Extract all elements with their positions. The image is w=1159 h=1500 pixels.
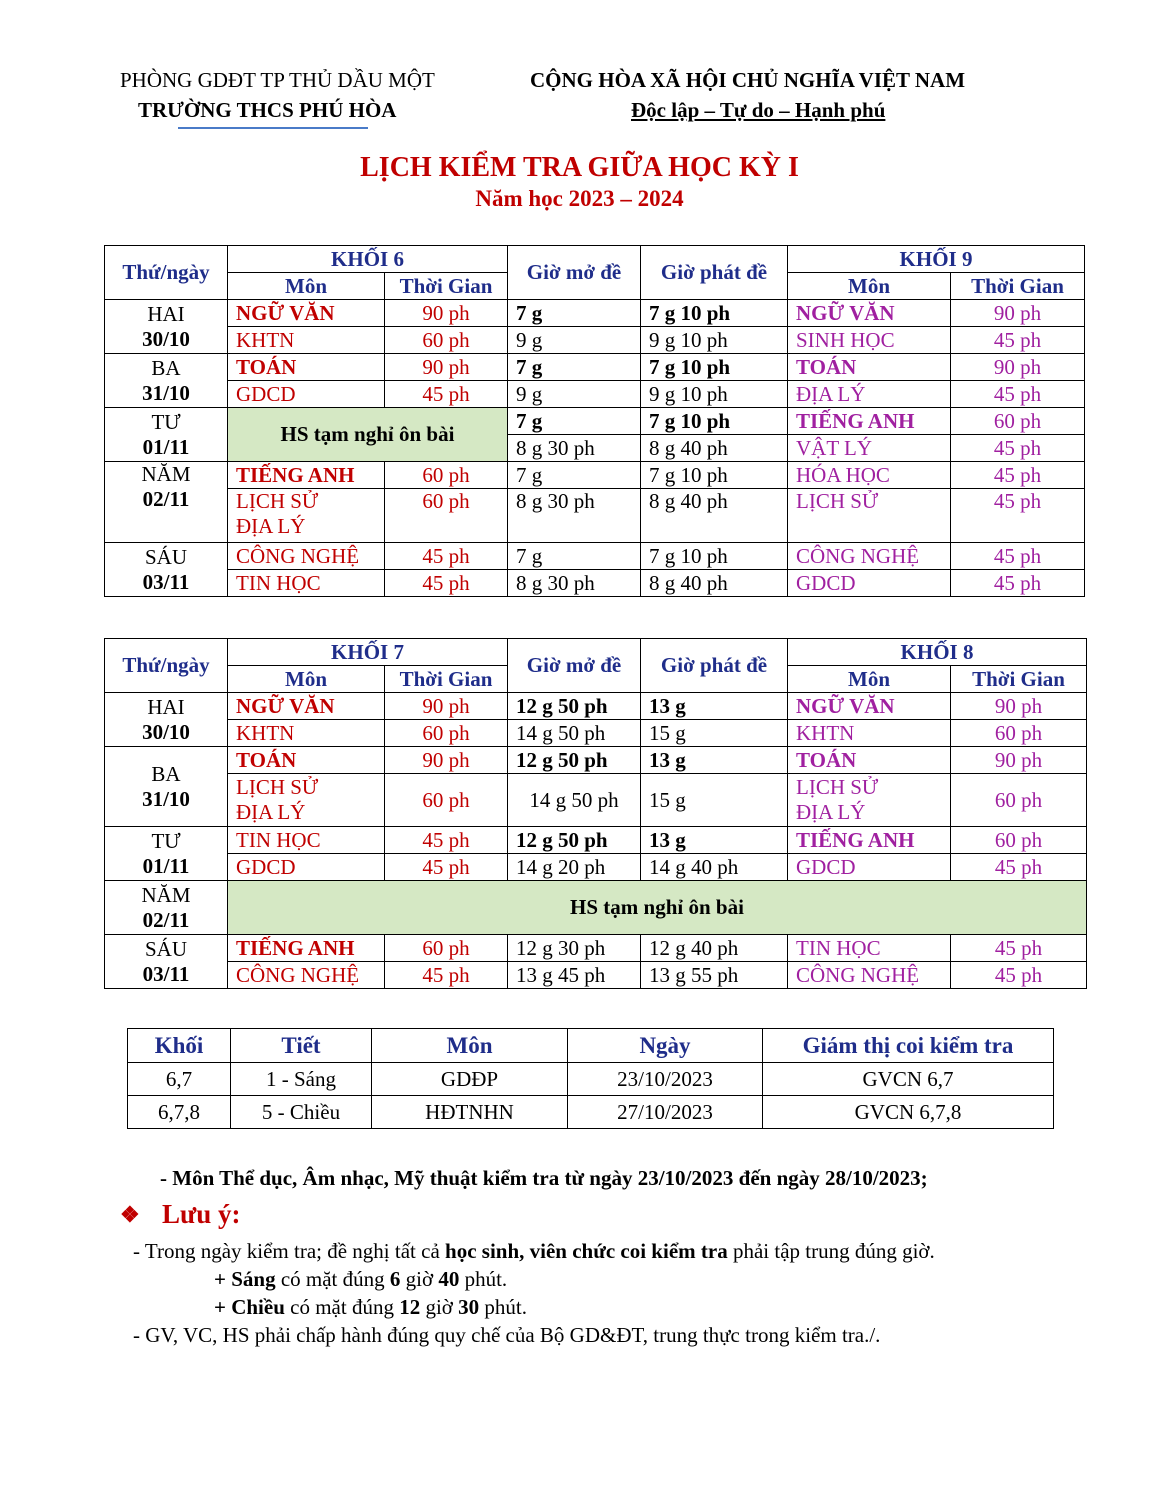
subject-cell: NGỮ VĂN bbox=[228, 693, 385, 720]
subject-cell: KHTN bbox=[788, 720, 951, 747]
open-time-cell: 7 g bbox=[508, 300, 641, 327]
duration-cell: 90 ph bbox=[385, 693, 508, 720]
duration-cell: 90 ph bbox=[385, 354, 508, 381]
subject-cell: HĐTNHN bbox=[372, 1096, 568, 1129]
day-cell: TƯ 01/11 bbox=[105, 827, 228, 881]
header-subject: Môn bbox=[788, 666, 951, 693]
subject-cell: LỊCH SỬ ĐỊA LÝ bbox=[228, 774, 385, 827]
header-grade-8: KHỐI 8 bbox=[788, 639, 1087, 666]
subject-cell: NGỮ VĂN bbox=[788, 300, 951, 327]
subject-cell: TOÁN bbox=[228, 354, 385, 381]
date-cell: 27/10/2023 bbox=[568, 1096, 763, 1129]
subject-cell: TIẾNG ANH bbox=[788, 827, 951, 854]
open-time-cell: 7 g bbox=[508, 354, 641, 381]
day-cell: SÁU 03/11 bbox=[105, 543, 228, 597]
duration-cell: 90 ph bbox=[951, 747, 1087, 774]
open-time-cell: 12 g 50 ph bbox=[508, 693, 641, 720]
grade-cell: 6,7 bbox=[128, 1063, 231, 1096]
subject-cell: LỊCH SỬ ĐỊA LÝ bbox=[228, 489, 385, 543]
issue-time-cell: 8 g 40 ph bbox=[641, 489, 788, 543]
duration-cell: 90 ph bbox=[385, 747, 508, 774]
day-cell: NĂM 02/11 bbox=[105, 462, 228, 543]
subject-cell: KHTN bbox=[228, 327, 385, 354]
open-time-cell: 14 g 20 ph bbox=[508, 854, 641, 881]
duration-cell: 60 ph bbox=[385, 327, 508, 354]
motto: Độc lập – Tự do – Hạnh phú bbox=[631, 98, 886, 122]
subject-cell: ĐỊA LÝ bbox=[788, 381, 951, 408]
open-time-cell: 7 g bbox=[508, 462, 641, 489]
subject-cell: CÔNG NGHỆ bbox=[788, 962, 951, 989]
subject-cell: TOÁN bbox=[788, 354, 951, 381]
header-issue-time: Giờ phát đề bbox=[641, 246, 788, 300]
nation-name: CỘNG HÒA XÃ HỘI CHỦ NGHĨA VIỆT NAM bbox=[530, 68, 966, 92]
issue-time-cell: 14 g 40 ph bbox=[641, 854, 788, 881]
subject-cell: TIẾNG ANH bbox=[228, 935, 385, 962]
note-line-afternoon: + Chiều có mặt đúng 12 giờ 30 phút. bbox=[214, 1295, 528, 1319]
issue-time-cell: 13 g bbox=[641, 747, 788, 774]
issue-time-cell: 12 g 40 ph bbox=[641, 935, 788, 962]
duration-cell: 90 ph bbox=[951, 354, 1085, 381]
subject-cell: LỊCH SỬ bbox=[788, 489, 951, 543]
day-cell: HAI 30/10 bbox=[105, 300, 228, 354]
duration-cell: 60 ph bbox=[951, 408, 1085, 435]
day-cell: BA 31/10 bbox=[105, 354, 228, 408]
issue-time-cell: 7 g 10 ph bbox=[641, 300, 788, 327]
note-heading: Lưu ý: bbox=[162, 1199, 241, 1229]
duration-cell: 45 ph bbox=[951, 854, 1087, 881]
day-cell: SÁU 03/11 bbox=[105, 935, 228, 989]
issue-time-cell: 13 g bbox=[641, 827, 788, 854]
subject-cell: GDCD bbox=[228, 854, 385, 881]
duration-cell: 45 ph bbox=[385, 854, 508, 881]
header-duration: Thời Gian bbox=[385, 273, 508, 300]
open-time-cell: 14 g 50 ph bbox=[508, 774, 641, 827]
open-time-cell: 7 g bbox=[508, 408, 641, 435]
open-time-cell: 12 g 30 ph bbox=[508, 935, 641, 962]
issue-time-cell: 13 g bbox=[641, 693, 788, 720]
day-cell: TƯ 01/11 bbox=[105, 408, 228, 462]
header-day: Thứ/ngày bbox=[105, 639, 228, 693]
issue-time-cell: 15 g bbox=[641, 720, 788, 747]
period-cell: 1 - Sáng bbox=[231, 1063, 372, 1096]
open-time-cell: 7 g bbox=[508, 543, 641, 570]
header-grade: Khối bbox=[128, 1029, 231, 1063]
duration-cell: 60 ph bbox=[951, 774, 1087, 827]
header-grade-6: KHỐI 6 bbox=[228, 246, 508, 273]
header-subject: Môn bbox=[372, 1029, 568, 1063]
duration-cell: 45 ph bbox=[951, 543, 1085, 570]
open-time-cell: 13 g 45 ph bbox=[508, 962, 641, 989]
open-time-cell: 12 g 50 ph bbox=[508, 827, 641, 854]
subject-cell: TIN HỌC bbox=[228, 570, 385, 597]
subject-cell: KHTN bbox=[228, 720, 385, 747]
open-time-cell: 8 g 30 ph bbox=[508, 570, 641, 597]
subject-cell: NGỮ VĂN bbox=[788, 693, 951, 720]
grade-cell: 6,7,8 bbox=[128, 1096, 231, 1129]
duration-cell: 90 ph bbox=[385, 300, 508, 327]
header-duration: Thời Gian bbox=[951, 273, 1085, 300]
school-name: TRƯỜNG THCS PHÚ HÒA bbox=[138, 98, 397, 122]
open-time-cell: 9 g bbox=[508, 327, 641, 354]
supervisor-cell: GVCN 6,7 bbox=[763, 1063, 1054, 1096]
bullet-icon: ❖ bbox=[120, 1202, 140, 1227]
duration-cell: 90 ph bbox=[951, 300, 1085, 327]
issue-time-cell: 7 g 10 ph bbox=[641, 543, 788, 570]
subject-cell: GDCD bbox=[228, 381, 385, 408]
header-issue-time: Giờ phát đề bbox=[641, 639, 788, 693]
duration-cell: 60 ph bbox=[385, 462, 508, 489]
duration-cell: 45 ph bbox=[951, 462, 1085, 489]
pe-note: - Môn Thể dục, Âm nhạc, Mỹ thuật kiểm tra từ ngày 23/10/2023 đến ngày 28/10/2023; bbox=[160, 1166, 928, 1190]
header-period: Tiết bbox=[231, 1029, 372, 1063]
header-grade-9: KHỐI 9 bbox=[788, 246, 1085, 273]
header-grade-7: KHỐI 7 bbox=[228, 639, 508, 666]
subject-cell: NGỮ VĂN bbox=[228, 300, 385, 327]
subject-cell: TOÁN bbox=[228, 747, 385, 774]
duration-cell: 45 ph bbox=[951, 489, 1085, 543]
day-cell: BA 31/10 bbox=[105, 747, 228, 827]
note-line-4: - GV, VC, HS phải chấp hành đúng quy chế của Bộ GD&ĐT, trung thực trong kiểm tra./. bbox=[133, 1323, 881, 1347]
issue-time-cell: 15 g bbox=[641, 774, 788, 827]
header-duration: Thời Gian bbox=[951, 666, 1087, 693]
subject-cell: TOÁN bbox=[788, 747, 951, 774]
day-cell: HAI 30/10 bbox=[105, 693, 228, 747]
open-time-cell: 9 g bbox=[508, 381, 641, 408]
duration-cell: 45 ph bbox=[385, 543, 508, 570]
date-cell: 23/10/2023 bbox=[568, 1063, 763, 1096]
rest-note-cell: HS tạm nghỉ ôn bài bbox=[228, 408, 508, 462]
open-time-cell: 12 g 50 ph bbox=[508, 747, 641, 774]
subject-cell: SINH HỌC bbox=[788, 327, 951, 354]
duration-cell: 60 ph bbox=[951, 720, 1087, 747]
page-title: LỊCH KIỂM TRA GIỮA HỌC KỲ I bbox=[360, 152, 799, 183]
header-subject: Môn bbox=[788, 273, 951, 300]
duration-cell: 45 ph bbox=[951, 962, 1087, 989]
header-subject: Môn bbox=[228, 666, 385, 693]
duration-cell: 45 ph bbox=[385, 962, 508, 989]
subject-cell: CÔNG NGHỆ bbox=[788, 543, 951, 570]
period-cell: 5 - Chiều bbox=[231, 1096, 372, 1129]
issue-time-cell: 7 g 10 ph bbox=[641, 354, 788, 381]
issue-time-cell: 9 g 10 ph bbox=[641, 381, 788, 408]
duration-cell: 45 ph bbox=[385, 570, 508, 597]
duration-cell: 60 ph bbox=[385, 489, 508, 543]
header-day: Thứ/ngày bbox=[105, 246, 228, 300]
issue-time-cell: 8 g 40 ph bbox=[641, 435, 788, 462]
duration-cell: 45 ph bbox=[385, 827, 508, 854]
subject-cell: VẬT LÝ bbox=[788, 435, 951, 462]
subject-cell: TIẾNG ANH bbox=[228, 462, 385, 489]
duration-cell: 45 ph bbox=[951, 935, 1087, 962]
department-name: PHÒNG GDĐT TP THỦ DẦU MỘT bbox=[120, 68, 435, 92]
issue-time-cell: 7 g 10 ph bbox=[641, 462, 788, 489]
subject-cell: GDĐP bbox=[372, 1063, 568, 1096]
duration-cell: 60 ph bbox=[385, 774, 508, 827]
note-line-morning: + Sáng có mặt đúng 6 giờ 40 phút. bbox=[214, 1267, 508, 1291]
header-supervisor: Giám thị coi kiểm tra bbox=[763, 1029, 1054, 1063]
subject-cell: GDCD bbox=[788, 854, 951, 881]
schedule-table-grade-7-8 bbox=[104, 638, 1087, 989]
subject-cell: TIẾNG ANH bbox=[788, 408, 951, 435]
supervision-table bbox=[127, 1028, 1054, 1129]
duration-cell: 45 ph bbox=[951, 381, 1085, 408]
header-open-time: Giờ mở đề bbox=[508, 246, 641, 300]
issue-time-cell: 9 g 10 ph bbox=[641, 327, 788, 354]
subject-cell: LỊCH SỬ ĐỊA LÝ bbox=[788, 774, 951, 827]
issue-time-cell: 13 g 55 ph bbox=[641, 962, 788, 989]
duration-cell: 60 ph bbox=[951, 827, 1087, 854]
header-open-time: Giờ mở đề bbox=[508, 639, 641, 693]
page-subtitle: Năm học 2023 – 2024 bbox=[475, 186, 684, 211]
header-subject: Môn bbox=[228, 273, 385, 300]
duration-cell: 45 ph bbox=[951, 327, 1085, 354]
schedule-table-grade-6-9 bbox=[104, 245, 1085, 597]
subject-cell: CÔNG NGHỆ bbox=[228, 962, 385, 989]
duration-cell: 45 ph bbox=[951, 570, 1085, 597]
issue-time-cell: 7 g 10 ph bbox=[641, 408, 788, 435]
issue-time-cell: 8 g 40 ph bbox=[641, 570, 788, 597]
duration-cell: 60 ph bbox=[385, 720, 508, 747]
header-date: Ngày bbox=[568, 1029, 763, 1063]
header-duration: Thời Gian bbox=[385, 666, 508, 693]
open-time-cell: 8 g 30 ph bbox=[508, 435, 641, 462]
subject-cell: TIN HỌC bbox=[788, 935, 951, 962]
rest-note-cell: HS tạm nghỉ ôn bài bbox=[228, 881, 1087, 935]
supervisor-cell: GVCN 6,7,8 bbox=[763, 1096, 1054, 1129]
duration-cell: 60 ph bbox=[385, 935, 508, 962]
school-underline bbox=[178, 127, 368, 129]
duration-cell: 90 ph bbox=[951, 693, 1087, 720]
open-time-cell: 14 g 50 ph bbox=[508, 720, 641, 747]
day-cell: NĂM 02/11 bbox=[105, 881, 228, 935]
subject-cell: CÔNG NGHỆ bbox=[228, 543, 385, 570]
subject-cell: GDCD bbox=[788, 570, 951, 597]
open-time-cell: 8 g 30 ph bbox=[508, 489, 641, 543]
subject-cell: HÓA HỌC bbox=[788, 462, 951, 489]
note-line-1: - Trong ngày kiểm tra; đề nghị tất cả học sinh, viên chức coi kiểm tra phải tập trung đúng giờ. bbox=[133, 1239, 935, 1263]
subject-cell: TIN HỌC bbox=[228, 827, 385, 854]
duration-cell: 45 ph bbox=[385, 381, 508, 408]
duration-cell: 45 ph bbox=[951, 435, 1085, 462]
